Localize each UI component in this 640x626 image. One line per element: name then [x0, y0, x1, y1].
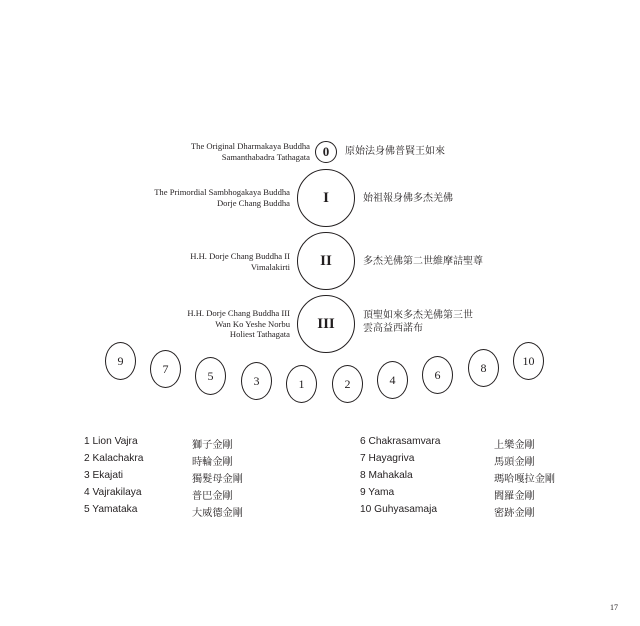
oval-10: 10	[513, 342, 544, 380]
oval-4: 4	[377, 361, 408, 399]
legend-item-8-en: 8 Mahakala	[360, 470, 413, 481]
lineage-0-mark: 0	[322, 144, 330, 159]
legend-item-5-en: 5 Yamataka	[84, 504, 138, 515]
oval-7: 7	[150, 350, 181, 388]
lineage-2-circle	[297, 232, 355, 290]
legend-item-2-zh: 時輪金剛	[192, 457, 233, 468]
lineage-2-en: H.H. Dorje Chang Buddha II Vimalakirti	[190, 251, 290, 272]
lineage-0-en: The Original Dharmakaya Buddha Samanthabadra Tathagata	[190, 141, 310, 162]
lineage-2-zh: 多杰羌佛第二世維摩詰聖尊	[363, 256, 483, 267]
legend-item-4-en: 4 Vajrakilaya	[84, 487, 142, 498]
oval-9: 9	[105, 342, 136, 380]
page-number: 17	[610, 603, 618, 612]
legend-item-8-zh: 瑪哈嘎拉金剛	[494, 474, 556, 485]
legend-item-9-en: 9 Yama	[360, 487, 395, 498]
lineage-0-circle	[315, 141, 337, 163]
lineage-0-zh: 原始法身佛普賢王如來	[345, 146, 445, 157]
legend-item-9-zh: 閻羅金剛	[494, 491, 535, 502]
lineage-2-mark: II	[320, 252, 332, 269]
legend-item-7-zh: 馬頭金剛	[494, 457, 535, 468]
legend-item-3-zh: 獨髮母金剛	[192, 474, 243, 485]
legend-item-3-en: 3 Ekajati	[84, 470, 124, 481]
oval-3: 3	[241, 362, 272, 400]
oval-5: 5	[195, 357, 226, 395]
legend-item-7-en: 7 Hayagriva	[360, 453, 415, 464]
lineage-3-mark: III	[317, 315, 335, 332]
legend-item-2-en: 2 Kalachakra	[84, 453, 144, 464]
lineage-1-zh: 始祖報身佛多杰羌佛	[363, 193, 453, 204]
oval-1: 1	[286, 365, 317, 403]
legend-item-6-en: 6 Chakrasamvara	[360, 436, 441, 447]
lineage-3-circle	[297, 295, 355, 353]
legend-item-5-zh: 大威德金剛	[192, 508, 243, 519]
legend-item-4-zh: 普巴金剛	[192, 491, 233, 502]
oval-6: 6	[422, 356, 453, 394]
lineage-1-en: The Primordial Sambhogakaya Buddha Dorje Chang Buddha	[154, 187, 290, 208]
oval-8: 8	[468, 349, 499, 387]
lineage-1-circle	[297, 169, 355, 227]
legend-item-1-zh: 獅子金剛	[192, 440, 233, 451]
lineage-1-mark: I	[323, 189, 329, 206]
legend-item-1-en: 1 Lion Vajra	[84, 436, 138, 447]
oval-2: 2	[332, 365, 363, 403]
legend-item-6-zh: 上樂金剛	[494, 440, 535, 451]
lineage-3-en: H.H. Dorje Chang Buddha III Wan Ko Yeshe Norbu Holiest Tathagata	[187, 308, 290, 340]
lineage-3-zh: 頂聖如來多杰羌佛第三世 雲高益西諾布	[363, 310, 473, 334]
legend-item-10-en: 10 Guhyasamaja	[360, 504, 438, 515]
legend-item-10-zh: 密跡金剛	[494, 508, 535, 519]
